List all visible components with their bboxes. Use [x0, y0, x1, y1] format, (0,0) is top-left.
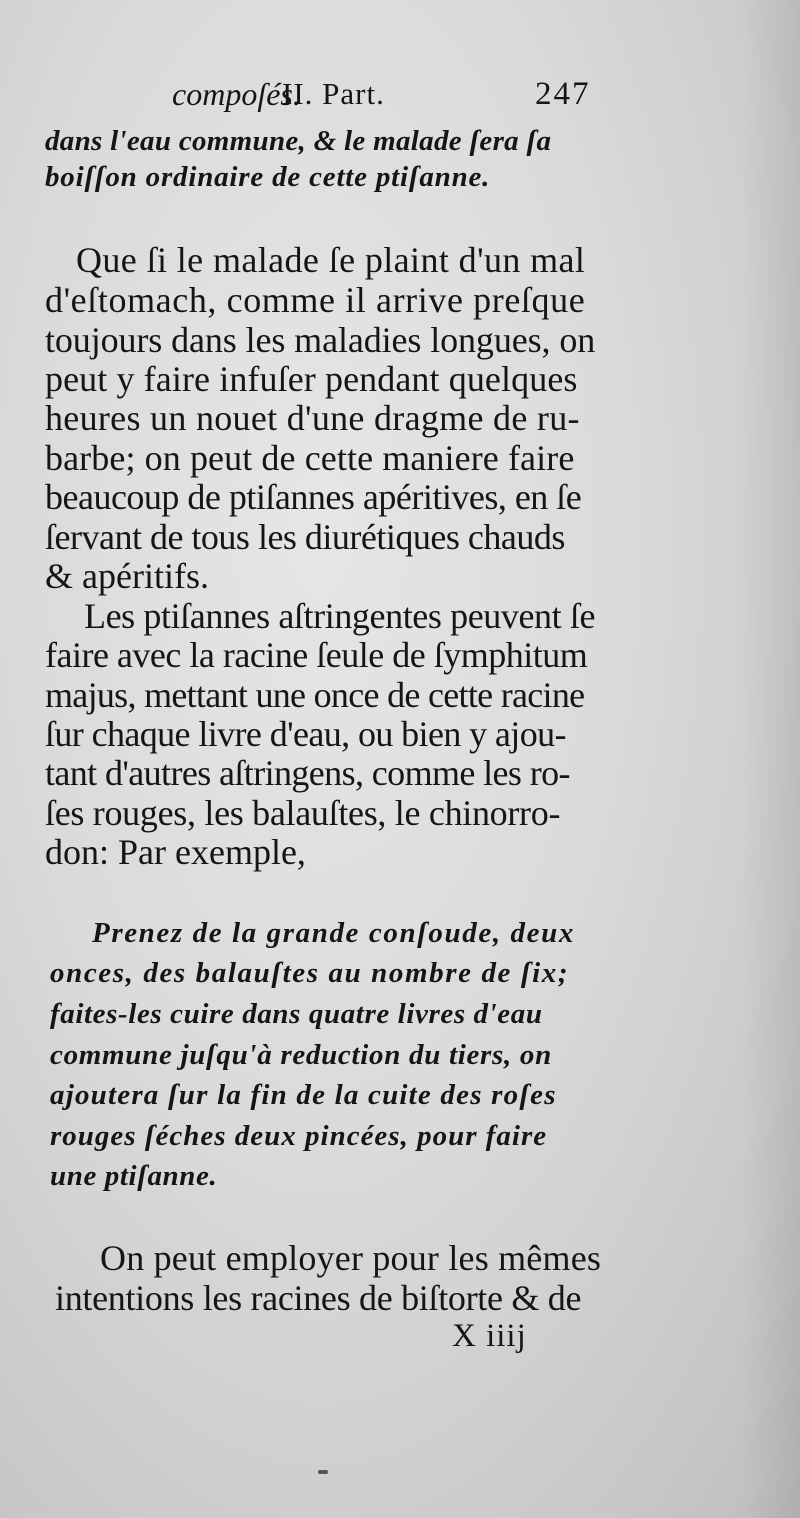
- text-line: faire avec la racine ſeule de ſymphitum: [45, 635, 588, 675]
- text-line: ajoutera ſur la fin de la cuite des roſes: [50, 1079, 557, 1111]
- text-line: rouges ſéches deux pincées, pour faire: [50, 1120, 548, 1152]
- text-line: Que ſi le malade ſe plaint d'un mal: [76, 240, 586, 280]
- text-line: ſervant de tous les diurétiques chauds: [45, 517, 565, 557]
- text-line: beaucoup de ptiſannes apéritives, en ſe: [45, 477, 582, 517]
- signature-mark: X iiij: [452, 1318, 527, 1354]
- text-line: barbe; on peut de cette maniere faire: [45, 438, 575, 478]
- running-header-title: compoſés.: [172, 76, 301, 112]
- text-line: onces, des balauſtes au nombre de ſix;: [50, 957, 570, 989]
- text-line: d'eſtomach, comme il arrive preſque: [45, 280, 586, 320]
- page-number: 247: [535, 76, 591, 112]
- text-line: commune juſqu'à reduction du tiers, on: [50, 1039, 552, 1071]
- text-line: majus, mettant une once de cette racine: [45, 675, 585, 715]
- text-line: Prenez de la grande conſoude, deux: [92, 917, 575, 949]
- ink-speck: [318, 1470, 328, 1474]
- text-line: don: Par exemple,: [45, 832, 306, 872]
- text-line: une ptiſanne.: [50, 1160, 218, 1192]
- text-line: ſes rouges, les balauſtes, le chinorro-: [45, 793, 561, 833]
- text-line: tant d'autres aſtringens, comme les ro-: [45, 753, 570, 793]
- running-header-part: II. Part.: [282, 76, 385, 111]
- text-line: peut y faire infuſer pendant quelques: [45, 359, 578, 399]
- text-line: On peut employer pour les mêmes: [100, 1238, 602, 1278]
- text-line: toujours dans les maladies longues, on: [45, 320, 596, 360]
- text-line: Les ptiſannes aſtringentes peuvent ſe: [84, 596, 596, 636]
- text-line: ſur chaque livre d'eau, ou bien y ajou-: [45, 714, 566, 754]
- text-line: boiſſon ordinaire de cette ptiſanne.: [45, 161, 491, 193]
- text-line: faites-les cuire dans quatre livres d'eau: [50, 998, 543, 1030]
- text-line: dans l'eau commune, & le malade ſera ſa: [45, 125, 552, 157]
- text-line: heures un nouet d'une dragme de ru-: [45, 398, 580, 438]
- text-line: intentions les racines de biſtorte & de: [55, 1278, 582, 1318]
- text-line: & apéritifs.: [45, 556, 209, 596]
